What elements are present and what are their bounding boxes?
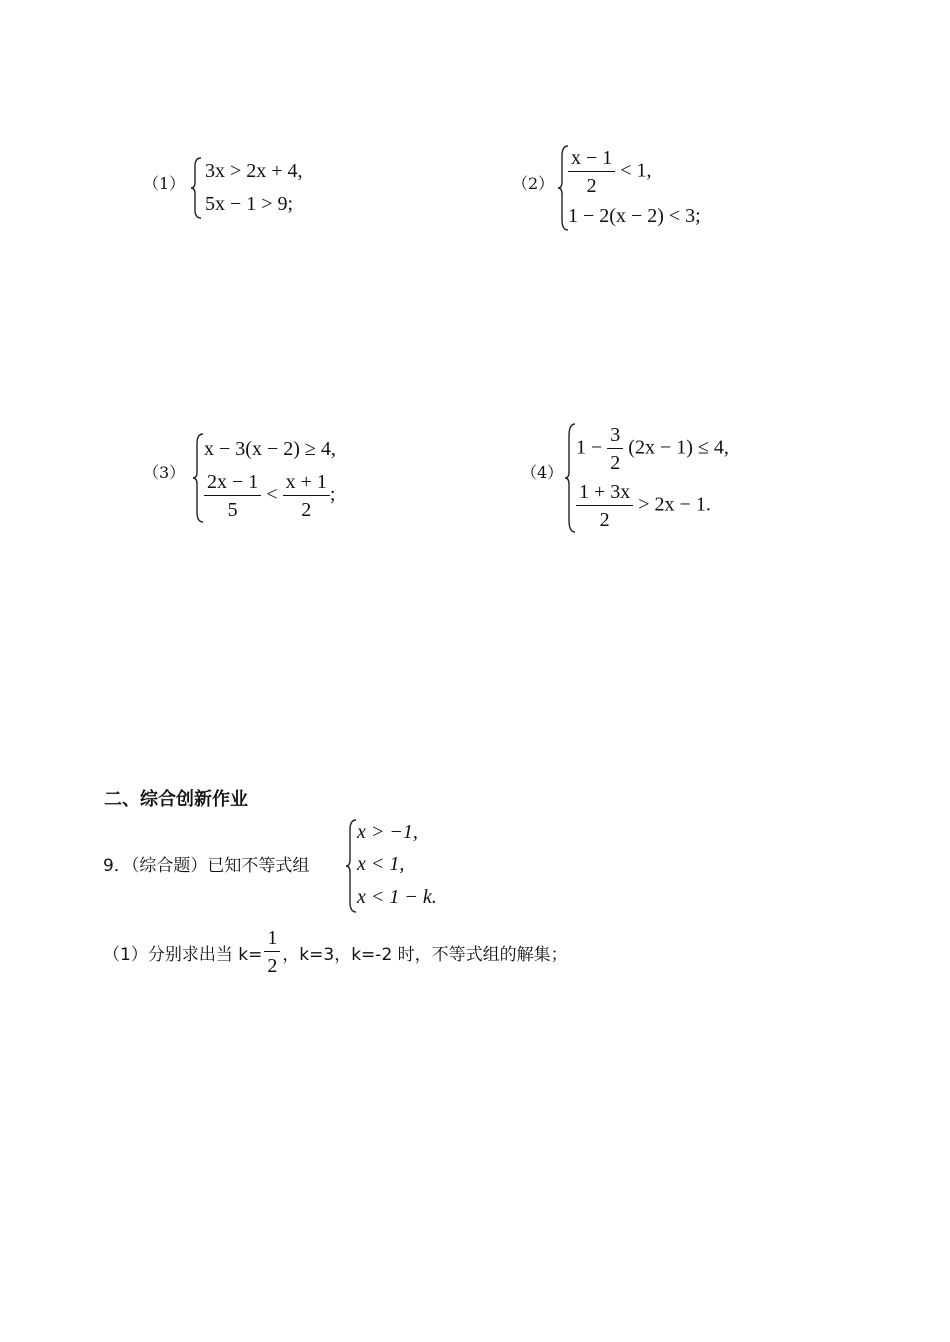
fraction-numerator: x − 1 [571, 147, 613, 169]
fraction-numerator: 1 [267, 927, 278, 949]
problem-3-line-1: x − 3(x − 2) ≥ 4, [204, 438, 336, 460]
problem-2-line-1 [568, 148, 652, 196]
question-9-line-3: x < 1 − k. [357, 886, 437, 908]
brace-icon [191, 432, 205, 524]
brace-icon [344, 818, 358, 914]
fraction-numerator: x + 1 [285, 471, 327, 493]
fraction-denominator: 2 [599, 509, 610, 531]
fraction-numerator: 1 + 3x [579, 481, 631, 503]
problem-4-line-2-tail: > 2x − 1. [638, 493, 711, 516]
fraction-numerator: 2x − 1 [207, 471, 259, 493]
fraction-denominator: 2 [267, 955, 278, 977]
section-heading: 二、综合创新作业 [104, 789, 248, 810]
question-9-prefix: 9．（综合题）已知不等式组 [103, 856, 310, 876]
question-9-line-1: x > −1, [357, 821, 418, 843]
problem-1-line-2: 5x − 1 > 9; [205, 193, 294, 215]
question-9-part-1 [103, 928, 568, 976]
part-1-head: （1）分别求出当 k= [103, 944, 263, 965]
problem-4-label: （4） [521, 463, 564, 482]
fraction-numerator: 3 [610, 424, 621, 446]
fraction-denominator: 5 [227, 499, 238, 521]
brace-icon [189, 156, 203, 220]
problem-3-line-2-tail: ; [329, 483, 336, 506]
problem-2-label: （2） [512, 174, 555, 193]
problem-1-line-1: 3x > 2x + 4, [205, 160, 303, 182]
problem-1-label: （1） [143, 174, 186, 193]
relation-sign: < [266, 483, 278, 506]
problem-4-line-2 [576, 482, 711, 530]
problem-2-line-1-tail: < 1, [620, 159, 652, 182]
brace-icon [563, 422, 577, 534]
problem-2-line-2: 1 − 2(x − 2) < 3; [568, 205, 701, 227]
problem-4-line-1 [576, 425, 729, 473]
problem-4-line-1-tail: (2x − 1) ≤ 4, [628, 436, 729, 459]
problem-3-line-2 [204, 472, 335, 520]
fraction-denominator: 2 [586, 175, 597, 197]
problem-4-line-1-head: 1 − [576, 436, 603, 459]
part-1-tail: ，k=3，k=-2 时，不等式组的解集； [282, 944, 568, 965]
fraction-denominator: 2 [301, 499, 312, 521]
fraction-denominator: 2 [610, 452, 621, 474]
problem-3-label: （3） [143, 463, 186, 482]
question-9-line-2: x < 1, [357, 853, 405, 875]
